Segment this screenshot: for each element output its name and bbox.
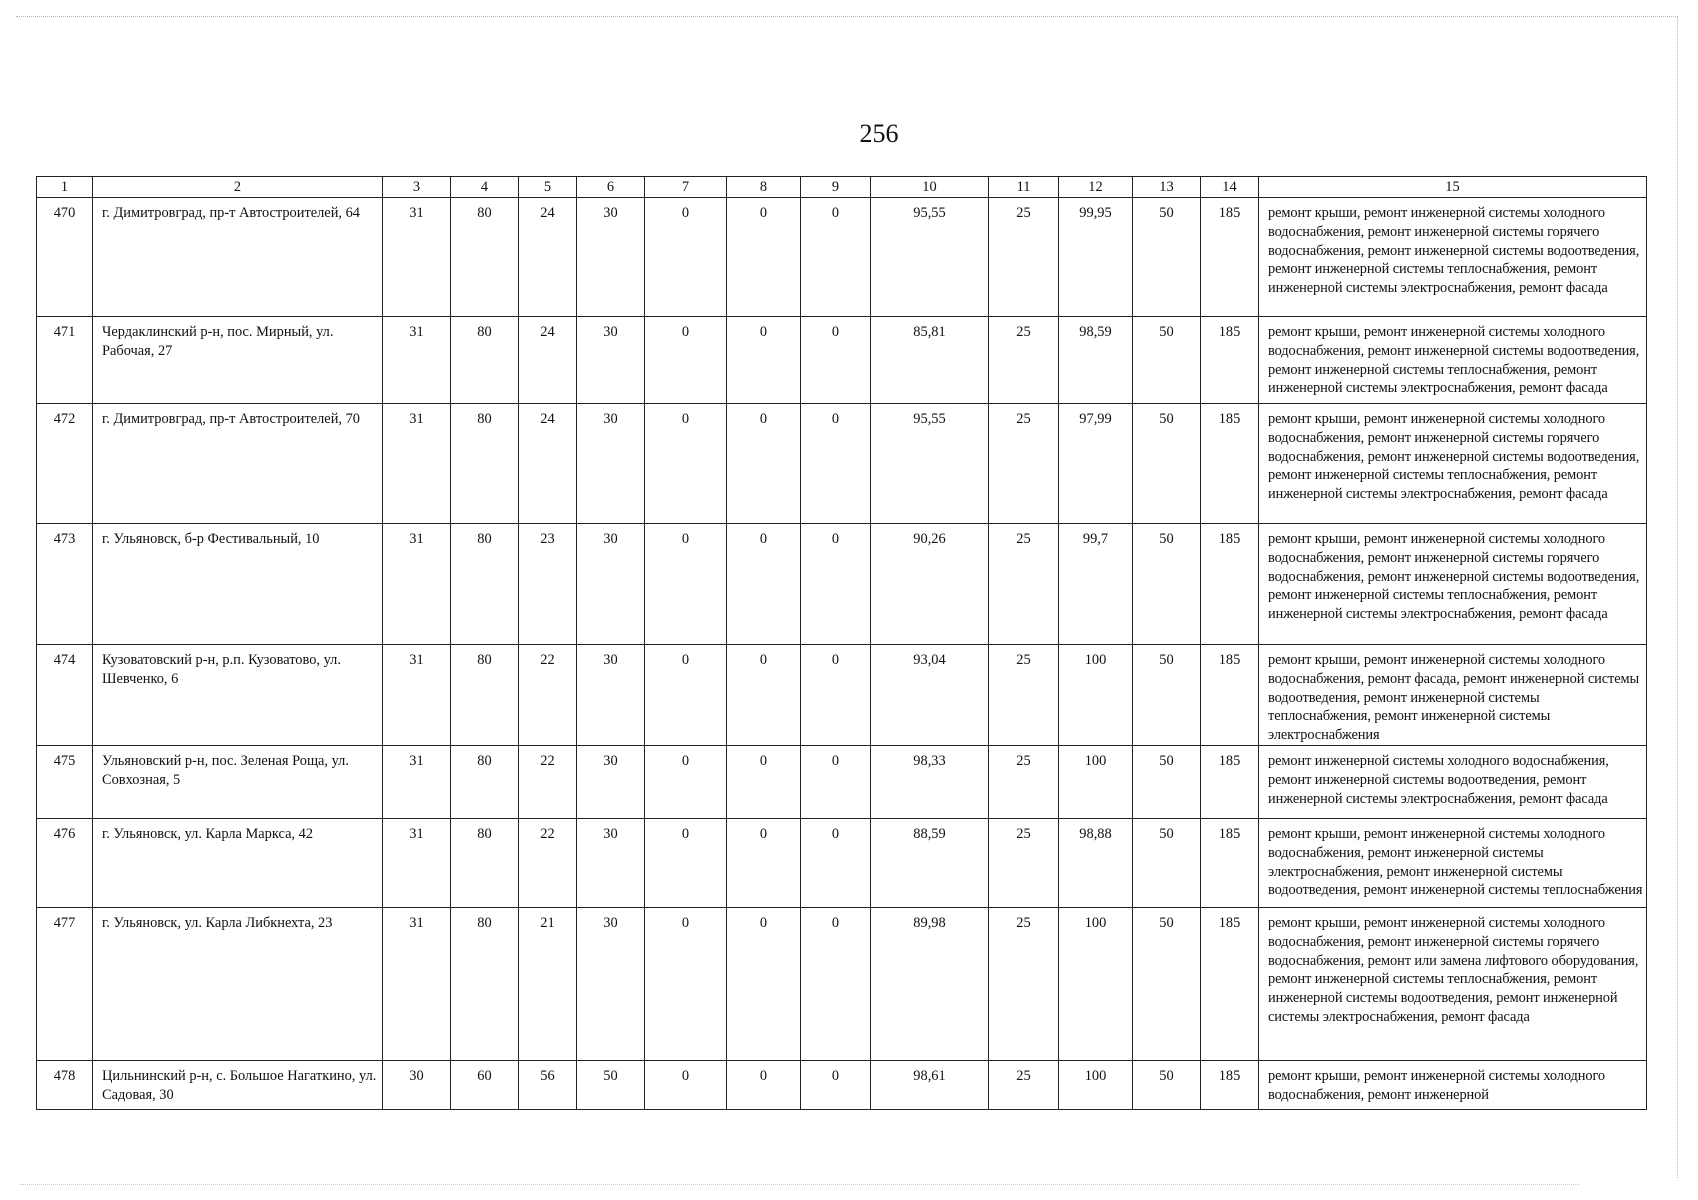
value-cell: 0 bbox=[727, 645, 801, 746]
row-number: 477 bbox=[37, 907, 93, 1060]
value-cell: 31 bbox=[383, 317, 451, 404]
column-header: 5 bbox=[519, 177, 577, 198]
table-row bbox=[37, 645, 1647, 746]
value-cell: 0 bbox=[801, 818, 871, 907]
value-cell: 25 bbox=[989, 645, 1059, 746]
value-cell: 31 bbox=[383, 198, 451, 317]
value-cell: 0 bbox=[801, 1060, 871, 1109]
value-cell: 0 bbox=[645, 198, 727, 317]
value-cell: 89,98 bbox=[871, 907, 989, 1060]
works-cell: ремонт крыши, ремонт инженерной системы холодного водоснабжения, ремонт инженерной системы водоотведения, ремонт инженерной системы теплоснабжения, ремонт инженерной системы электроснабжения, ремонт фасада bbox=[1259, 317, 1647, 404]
value-cell: 50 bbox=[1133, 1060, 1201, 1109]
value-cell: 25 bbox=[989, 524, 1059, 645]
address-cell: г. Димитровград, пр-т Автостроителей, 64 bbox=[93, 198, 383, 317]
value-cell: 185 bbox=[1201, 907, 1259, 1060]
table-row bbox=[37, 404, 1647, 524]
value-cell: 98,59 bbox=[1059, 317, 1133, 404]
value-cell: 30 bbox=[577, 818, 645, 907]
value-cell: 185 bbox=[1201, 645, 1259, 746]
column-header: 3 bbox=[383, 177, 451, 198]
value-cell: 80 bbox=[451, 645, 519, 746]
column-header: 11 bbox=[989, 177, 1059, 198]
address-cell: Чердаклинский р-н, пос. Мирный, ул. Рабочая, 27 bbox=[93, 317, 383, 404]
value-cell: 185 bbox=[1201, 317, 1259, 404]
value-cell: 185 bbox=[1201, 404, 1259, 524]
value-cell: 0 bbox=[801, 745, 871, 818]
works-cell: ремонт крыши, ремонт инженерной системы холодного водоснабжения, ремонт инженерной системы горячего водоснабжения, ремонт или замена лифтового оборудования, ремонт инженерной системы теплоснабжения, ремонт инженерной системы водоотведения, ремонт инженерной системы электроснабжения, ремонт фасада bbox=[1259, 907, 1647, 1060]
value-cell: 25 bbox=[989, 907, 1059, 1060]
works-cell: ремонт крыши, ремонт инженерной системы холодного водоснабжения, ремонт инженерной системы горячего водоснабжения, ремонт инженерной системы водоотведения, ремонт инженерной системы теплоснабжения, ремонт инженерной системы электроснабжения, ремонт фасада bbox=[1259, 524, 1647, 645]
value-cell: 0 bbox=[727, 317, 801, 404]
scan-edge-line bbox=[20, 1184, 1580, 1185]
value-cell: 31 bbox=[383, 524, 451, 645]
value-cell: 50 bbox=[1133, 818, 1201, 907]
value-cell: 25 bbox=[989, 745, 1059, 818]
address-cell: Цильнинский р-н, с. Большое Нагаткино, ул. Садовая, 30 bbox=[93, 1060, 383, 1109]
value-cell: 30 bbox=[383, 1060, 451, 1109]
row-number: 470 bbox=[37, 198, 93, 317]
value-cell: 99,7 bbox=[1059, 524, 1133, 645]
column-header: 9 bbox=[801, 177, 871, 198]
table-row bbox=[37, 198, 1647, 317]
column-header: 2 bbox=[93, 177, 383, 198]
address-cell: Ульяновский р-н, пос. Зеленая Роща, ул. Совхозная, 5 bbox=[93, 745, 383, 818]
works-cell: ремонт крыши, ремонт инженерной системы холодного водоснабжения, ремонт инженерной системы горячего водоснабжения, ремонт инженерной системы водоотведения, ремонт инженерной системы теплоснабжения, ремонт инженерной системы электроснабжения, ремонт фасада bbox=[1259, 404, 1647, 524]
value-cell: 0 bbox=[645, 404, 727, 524]
value-cell: 56 bbox=[519, 1060, 577, 1109]
value-cell: 99,95 bbox=[1059, 198, 1133, 317]
value-cell: 50 bbox=[1133, 745, 1201, 818]
value-cell: 24 bbox=[519, 198, 577, 317]
column-header: 6 bbox=[577, 177, 645, 198]
value-cell: 80 bbox=[451, 524, 519, 645]
value-cell: 22 bbox=[519, 818, 577, 907]
header-row bbox=[37, 177, 1647, 198]
value-cell: 185 bbox=[1201, 1060, 1259, 1109]
column-header: 13 bbox=[1133, 177, 1201, 198]
column-header: 7 bbox=[645, 177, 727, 198]
value-cell: 0 bbox=[801, 317, 871, 404]
value-cell: 90,26 bbox=[871, 524, 989, 645]
value-cell: 50 bbox=[1133, 404, 1201, 524]
value-cell: 0 bbox=[645, 1060, 727, 1109]
row-number: 476 bbox=[37, 818, 93, 907]
value-cell: 0 bbox=[645, 524, 727, 645]
value-cell: 50 bbox=[1133, 907, 1201, 1060]
works-cell: ремонт крыши, ремонт инженерной системы холодного водоснабжения, ремонт инженерной системы электроснабжения, ремонт инженерной системы водоотведения, ремонт инженерной системы теплоснабжения bbox=[1259, 818, 1647, 907]
value-cell: 50 bbox=[1133, 524, 1201, 645]
value-cell: 50 bbox=[577, 1060, 645, 1109]
row-number: 475 bbox=[37, 745, 93, 818]
data-table bbox=[36, 176, 1647, 1110]
value-cell: 100 bbox=[1059, 1060, 1133, 1109]
value-cell: 31 bbox=[383, 404, 451, 524]
value-cell: 30 bbox=[577, 645, 645, 746]
value-cell: 185 bbox=[1201, 524, 1259, 645]
address-cell: г. Ульяновск, б-р Фестивальный, 10 bbox=[93, 524, 383, 645]
works-cell: ремонт крыши, ремонт инженерной системы холодного водоснабжения, ремонт инженерной системы горячего водоснабжения, ремонт инженерной системы водоотведения, ремонт инженерной системы теплоснабжения, ремонт инженерной системы электроснабжения, ремонт фасада bbox=[1259, 198, 1647, 317]
value-cell: 31 bbox=[383, 907, 451, 1060]
value-cell: 31 bbox=[383, 745, 451, 818]
value-cell: 60 bbox=[451, 1060, 519, 1109]
row-number: 478 bbox=[37, 1060, 93, 1109]
value-cell: 98,33 bbox=[871, 745, 989, 818]
value-cell: 31 bbox=[383, 645, 451, 746]
value-cell: 80 bbox=[451, 317, 519, 404]
value-cell: 30 bbox=[577, 198, 645, 317]
value-cell: 22 bbox=[519, 745, 577, 818]
value-cell: 24 bbox=[519, 317, 577, 404]
value-cell: 50 bbox=[1133, 317, 1201, 404]
value-cell: 85,81 bbox=[871, 317, 989, 404]
value-cell: 0 bbox=[801, 524, 871, 645]
value-cell: 0 bbox=[645, 818, 727, 907]
row-number: 474 bbox=[37, 645, 93, 746]
value-cell: 185 bbox=[1201, 198, 1259, 317]
value-cell: 30 bbox=[577, 404, 645, 524]
value-cell: 185 bbox=[1201, 745, 1259, 818]
value-cell: 22 bbox=[519, 645, 577, 746]
value-cell: 185 bbox=[1201, 818, 1259, 907]
value-cell: 100 bbox=[1059, 645, 1133, 746]
value-cell: 0 bbox=[727, 404, 801, 524]
value-cell: 100 bbox=[1059, 745, 1133, 818]
value-cell: 50 bbox=[1133, 198, 1201, 317]
value-cell: 0 bbox=[727, 745, 801, 818]
value-cell: 0 bbox=[645, 317, 727, 404]
works-cell: ремонт инженерной системы холодного водоснабжения, ремонт инженерной системы водоотведения, ремонт инженерной системы электроснабжения, ремонт фасада bbox=[1259, 745, 1647, 818]
value-cell: 30 bbox=[577, 745, 645, 818]
value-cell: 0 bbox=[645, 745, 727, 818]
value-cell: 25 bbox=[989, 818, 1059, 907]
value-cell: 0 bbox=[801, 404, 871, 524]
value-cell: 50 bbox=[1133, 645, 1201, 746]
column-header: 12 bbox=[1059, 177, 1133, 198]
address-cell: г. Ульяновск, ул. Карла Либкнехта, 23 bbox=[93, 907, 383, 1060]
value-cell: 0 bbox=[801, 907, 871, 1060]
column-header: 15 bbox=[1259, 177, 1647, 198]
value-cell: 88,59 bbox=[871, 818, 989, 907]
column-header: 8 bbox=[727, 177, 801, 198]
table-row bbox=[37, 317, 1647, 404]
value-cell: 21 bbox=[519, 907, 577, 1060]
value-cell: 100 bbox=[1059, 907, 1133, 1060]
value-cell: 80 bbox=[451, 818, 519, 907]
column-header: 4 bbox=[451, 177, 519, 198]
value-cell: 24 bbox=[519, 404, 577, 524]
value-cell: 0 bbox=[727, 1060, 801, 1109]
value-cell: 25 bbox=[989, 198, 1059, 317]
works-cell: ремонт крыши, ремонт инженерной системы холодного водоснабжения, ремонт фасада, ремонт инженерной системы водоотведения, ремонт инженерной системы теплоснабжения, ремонт инженерной системы электроснабжения bbox=[1259, 645, 1647, 746]
column-header: 1 bbox=[37, 177, 93, 198]
value-cell: 80 bbox=[451, 198, 519, 317]
value-cell: 0 bbox=[645, 907, 727, 1060]
value-cell: 0 bbox=[727, 198, 801, 317]
value-cell: 98,88 bbox=[1059, 818, 1133, 907]
value-cell: 80 bbox=[451, 404, 519, 524]
table-row bbox=[37, 524, 1647, 645]
value-cell: 0 bbox=[727, 524, 801, 645]
row-number: 472 bbox=[37, 404, 93, 524]
value-cell: 30 bbox=[577, 907, 645, 1060]
page-number: 256 bbox=[859, 119, 899, 148]
value-cell: 95,55 bbox=[871, 198, 989, 317]
value-cell: 25 bbox=[989, 404, 1059, 524]
table-row bbox=[37, 818, 1647, 907]
works-cell: ремонт крыши, ремонт инженерной системы холодного водоснабжения, ремонт инженерной bbox=[1259, 1060, 1647, 1109]
value-cell: 93,04 bbox=[871, 645, 989, 746]
value-cell: 0 bbox=[801, 198, 871, 317]
value-cell: 0 bbox=[801, 645, 871, 746]
table-row bbox=[37, 907, 1647, 1060]
column-header: 14 bbox=[1201, 177, 1259, 198]
value-cell: 23 bbox=[519, 524, 577, 645]
value-cell: 80 bbox=[451, 745, 519, 818]
value-cell: 25 bbox=[989, 317, 1059, 404]
value-cell: 30 bbox=[577, 317, 645, 404]
value-cell: 25 bbox=[989, 1060, 1059, 1109]
value-cell: 0 bbox=[727, 907, 801, 1060]
address-cell: г. Димитровград, пр-т Автостроителей, 70 bbox=[93, 404, 383, 524]
value-cell: 31 bbox=[383, 818, 451, 907]
value-cell: 80 bbox=[451, 907, 519, 1060]
value-cell: 95,55 bbox=[871, 404, 989, 524]
value-cell: 98,61 bbox=[871, 1060, 989, 1109]
value-cell: 0 bbox=[727, 818, 801, 907]
value-cell: 97,99 bbox=[1059, 404, 1133, 524]
row-number: 473 bbox=[37, 524, 93, 645]
address-cell: Кузоватовский р-н, р.п. Кузоватово, ул. Шевченко, 6 bbox=[93, 645, 383, 746]
table-row bbox=[37, 745, 1647, 818]
table-row bbox=[37, 1060, 1647, 1109]
address-cell: г. Ульяновск, ул. Карла Маркса, 42 bbox=[93, 818, 383, 907]
value-cell: 30 bbox=[577, 524, 645, 645]
row-number: 471 bbox=[37, 317, 93, 404]
value-cell: 0 bbox=[645, 645, 727, 746]
column-header: 10 bbox=[871, 177, 989, 198]
